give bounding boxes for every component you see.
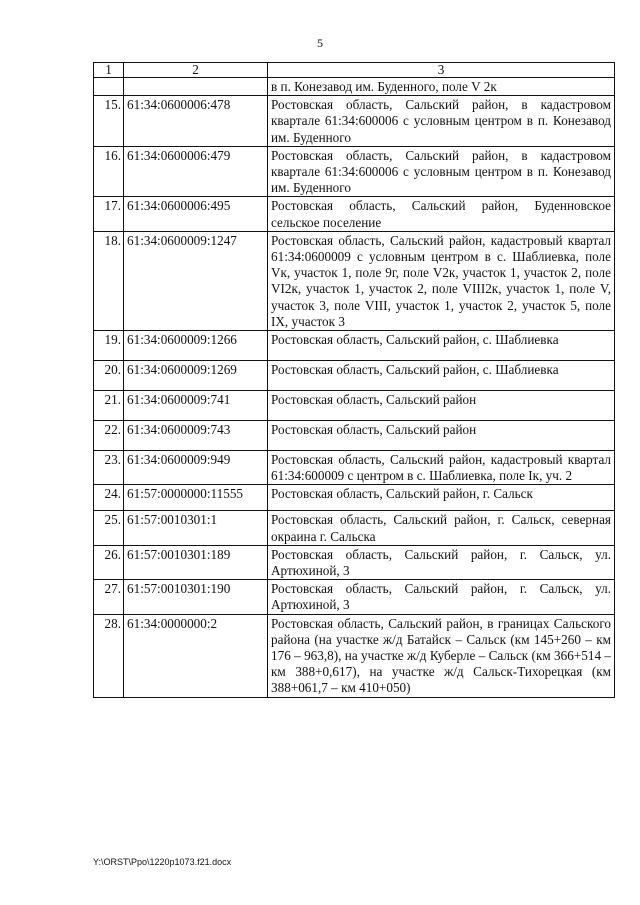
address: Ростовская область, Сальский район, кадастровый квартал 61:34:600009 с центром в с. Шаблиевка, поле Iк, уч. 2	[268, 451, 615, 485]
row-number: 20.	[94, 361, 124, 391]
page-number: 5	[317, 36, 323, 50]
address: Ростовская область, Сальский район, в кадастровом квартале 61:34:600006 с условным центром в п. Конезавод им. Буденного	[268, 96, 615, 147]
address: Ростовская область, Сальский район, с. Шаблиевка	[268, 331, 615, 361]
cadastral-number: 61:34:0600009:741	[124, 391, 268, 421]
cadastral-number: 61:57:0010301:190	[124, 580, 268, 614]
header-col-3: 3	[268, 63, 615, 78]
table-row	[94, 96, 615, 147]
row-number: 26.	[94, 545, 124, 579]
address: Ростовская область, Сальский район, Буденновское сельское поселение	[268, 197, 615, 231]
row-number: 21.	[94, 391, 124, 421]
row-number: 22.	[94, 421, 124, 451]
row-number: 25.	[94, 511, 124, 545]
table-row	[94, 391, 615, 421]
cadastral-number: 61:34:0600009:1247	[124, 231, 268, 330]
cadastral-number: 61:34:0600006:479	[124, 146, 268, 197]
table-row	[94, 580, 615, 614]
cadastral-number: 61:34:0600006:478	[124, 96, 268, 147]
header-col-1: 1	[94, 63, 124, 78]
row-number: 16.	[94, 146, 124, 197]
table-header-row	[94, 63, 615, 78]
continuation-cadastral-cell	[124, 78, 268, 96]
continuation-num-cell	[94, 78, 124, 96]
cadastral-number: 61:34:0600009:1266	[124, 331, 268, 361]
table-row	[94, 231, 615, 330]
row-number: 27.	[94, 580, 124, 614]
table-row	[94, 421, 615, 451]
cadastral-number: 61:57:0010301:189	[124, 545, 268, 579]
address: Ростовская область, Сальский район, г. Сальск	[268, 485, 615, 511]
continuation-address: в п. Конезавод им. Буденного, поле V 2к	[268, 78, 615, 96]
table-row	[94, 146, 615, 197]
row-number: 23.	[94, 451, 124, 485]
table-row	[94, 614, 615, 697]
address: Ростовская область, Сальский район, г. Сальск, ул. Артюхиной, 3	[268, 545, 615, 579]
row-number: 24.	[94, 485, 124, 511]
cadastral-number: 61:34:0000000:2	[124, 614, 268, 697]
header-col-2: 2	[124, 63, 268, 78]
table-row	[94, 331, 615, 361]
cadastral-number: 61:57:0000000:11555	[124, 485, 268, 511]
cadastral-table	[93, 62, 615, 698]
table-row	[94, 197, 615, 231]
address: Ростовская область, Сальский район, г. Сальск, северная окраина г. Сальска	[268, 511, 615, 545]
cadastral-number: 61:34:0600009:743	[124, 421, 268, 451]
address: Ростовская область, Сальский район, с. Шаблиевка	[268, 361, 615, 391]
address: Ростовская область, Сальский район, в границах Сальского района (на участке ж/д Батайск – Сальск (км 145+260 – км 176 – 963,8), на участке ж/д Куберле – Сальск (км 366+514 – км 388+0,617), на участке ж/д Сальск-Тихорецкая (км 388+061,7 – км 410+050)	[268, 614, 615, 697]
cadastral-number: 61:34:0600006:495	[124, 197, 268, 231]
cadastral-number: 61:34:0600009:1269	[124, 361, 268, 391]
address: Ростовская область, Сальский район, в кадастровом квартале 61:34:600006 с условным центром в п. Конезавод им. Буденного	[268, 146, 615, 197]
table-row	[94, 451, 615, 485]
table-row	[94, 545, 615, 579]
table-row	[94, 485, 615, 511]
footer-file-path: Y:\ORST\Ppo\1220p1073.f21.docx	[93, 857, 232, 867]
row-number: 15.	[94, 96, 124, 147]
row-number: 28.	[94, 614, 124, 697]
continuation-row	[94, 78, 615, 96]
address: Ростовская область, Сальский район	[268, 391, 615, 421]
row-number: 17.	[94, 197, 124, 231]
table-row	[94, 361, 615, 391]
address: Ростовская область, Сальский район, г. Сальск, ул. Артюхиной, 3	[268, 580, 615, 614]
row-number: 19.	[94, 331, 124, 361]
row-number: 18.	[94, 231, 124, 330]
address: Ростовская область, Сальский район, кадастровый квартал 61:34:0600009 с условным центром в с. Шаблиевка, поле Vк, участок 1, поле 9г, поле V2к, участок 1, участок 2, поле VI2к, участок 1, участок 2, поле VIII2к, участок 1, поле V, участок 3, поле VIII, участок 1, участок 2, участок 5, поле IX, участок 3	[268, 231, 615, 330]
table-row	[94, 511, 615, 545]
address: Ростовская область, Сальский район	[268, 421, 615, 451]
cadastral-number: 61:34:0600009:949	[124, 451, 268, 485]
cadastral-number: 61:57:0010301:1	[124, 511, 268, 545]
